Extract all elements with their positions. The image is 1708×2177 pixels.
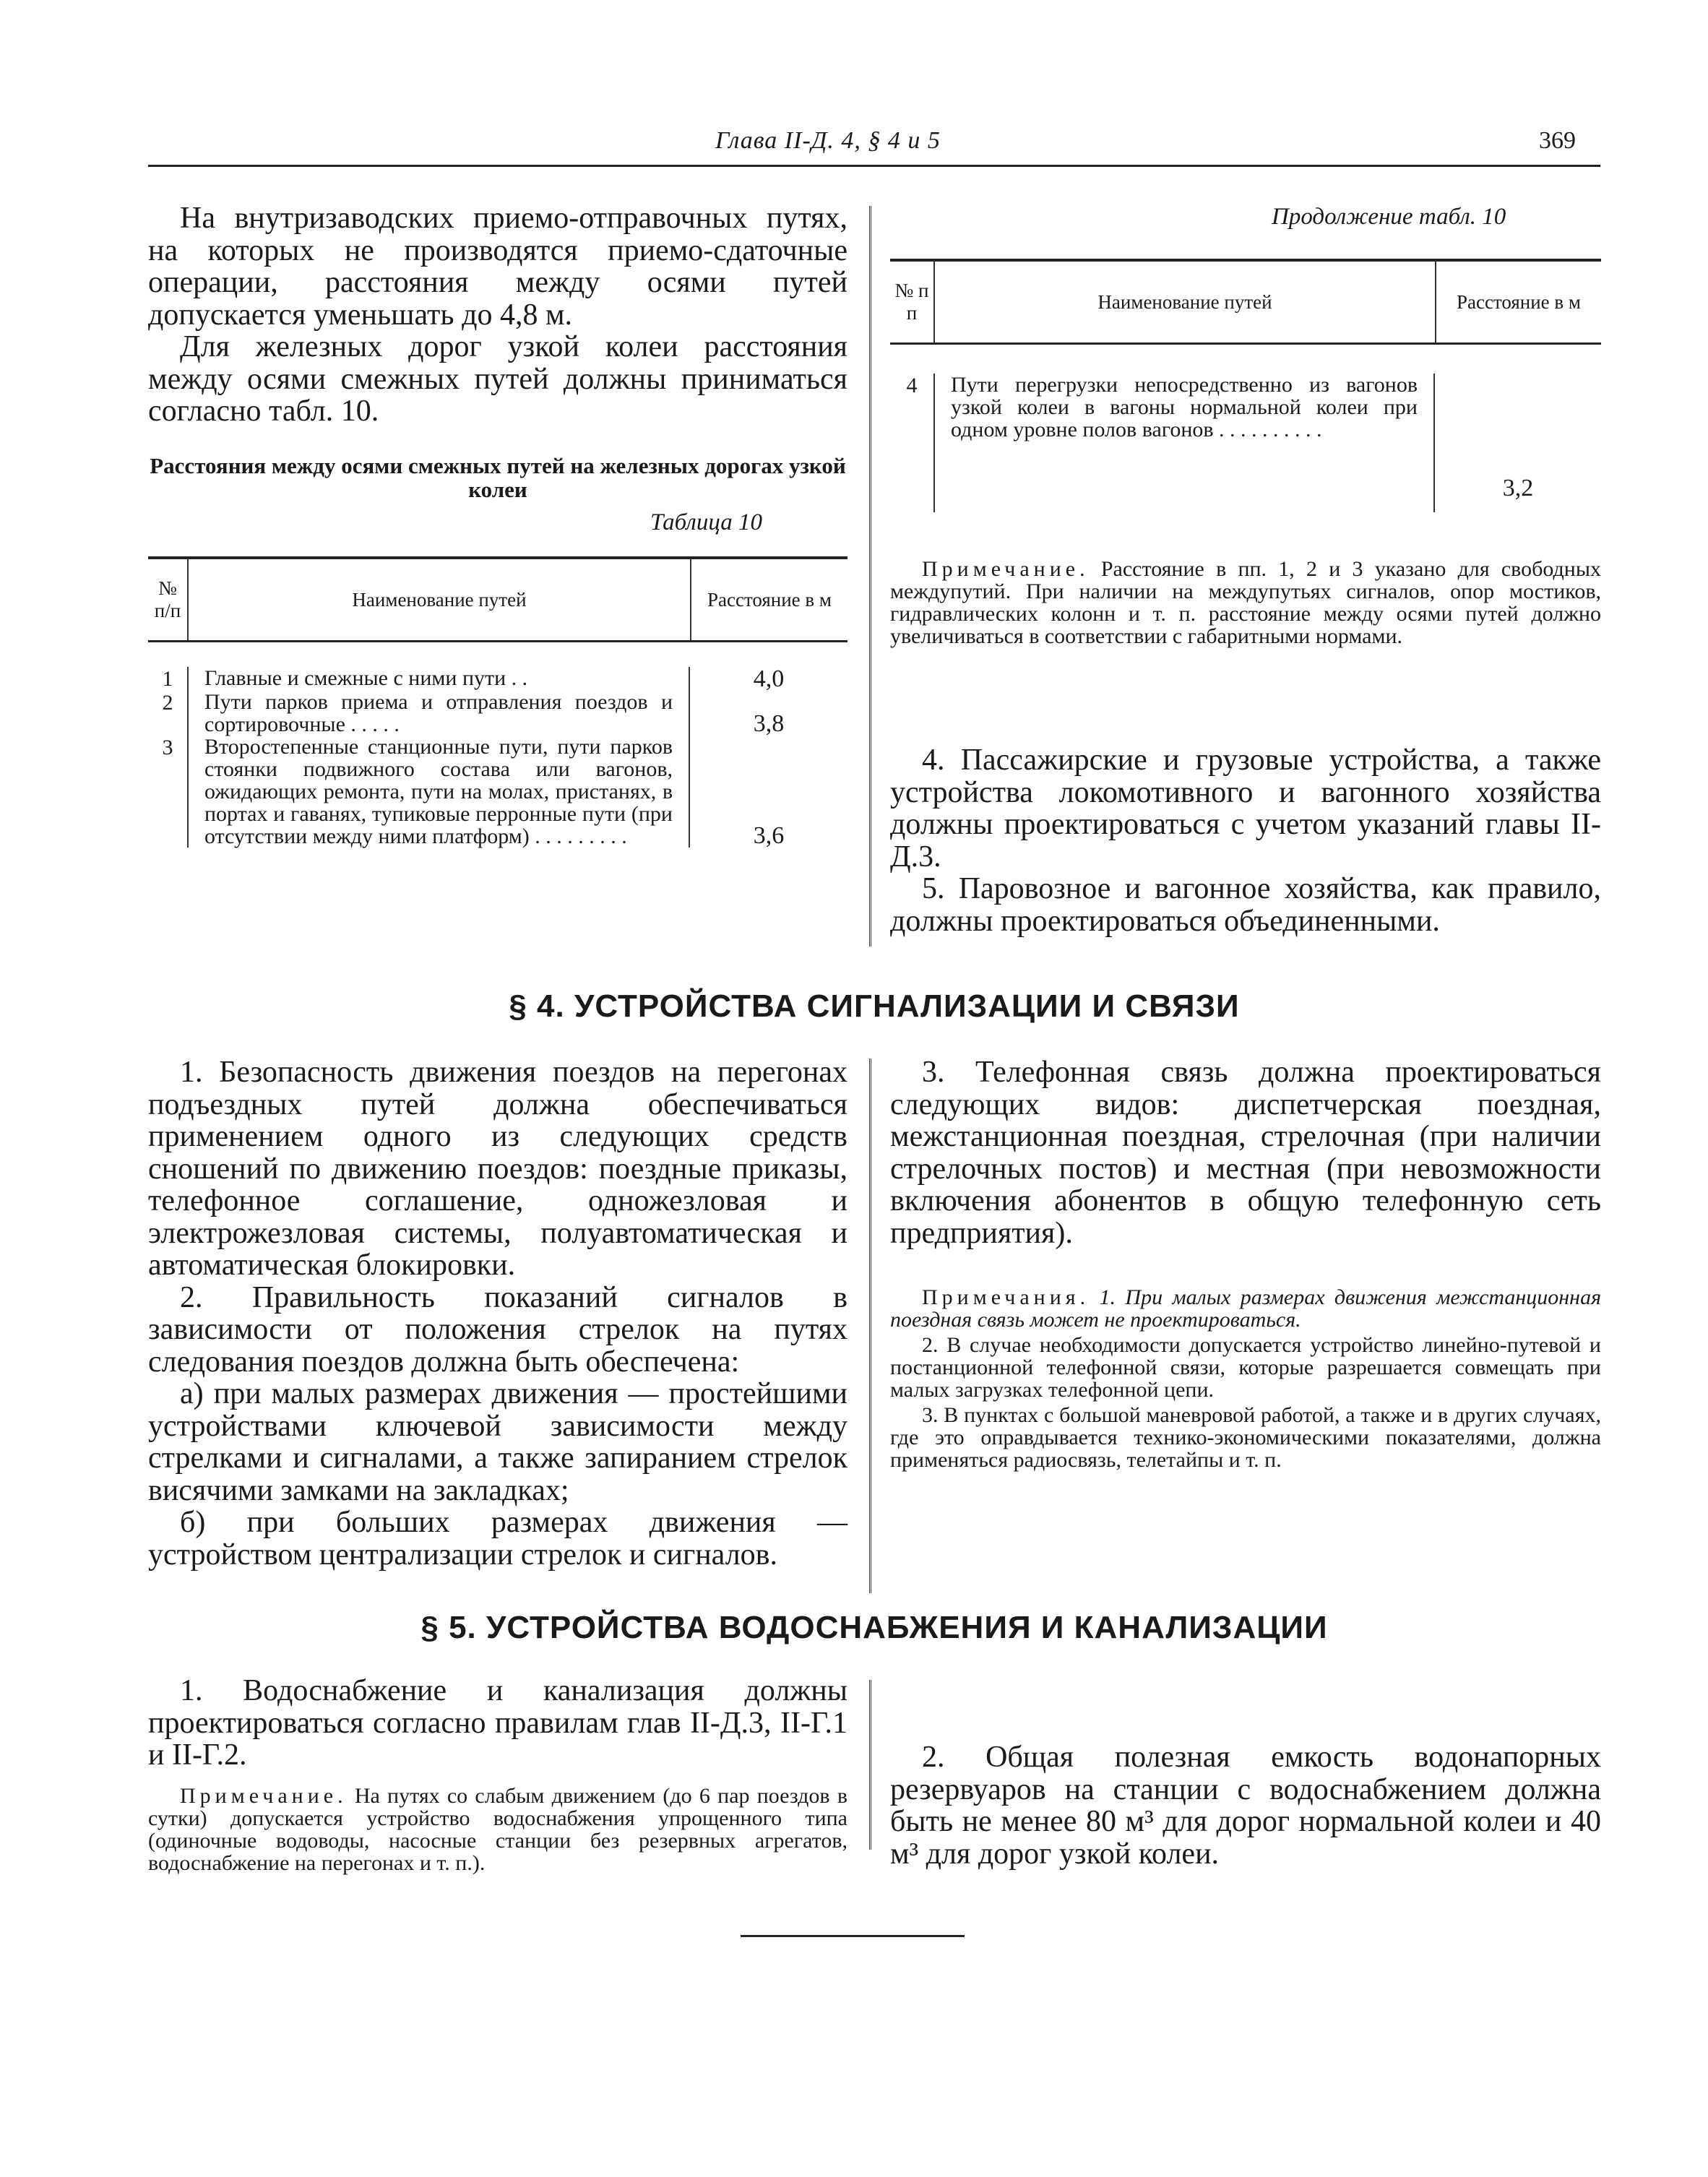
section-4-right: [890, 1056, 1601, 1249]
section-5-note: [148, 1785, 847, 1874]
paragraph: 3. Телефонная связь должна проектироваться следующих видов: диспетчерская поездная, межстанционная поездная, стрелочная (при наличии стрелочных постов) и местная (при невозможности включения абонентов в общую телефонную сеть предприятия).: [890, 1056, 1601, 1250]
end-rule: [741, 1935, 965, 1937]
paragraph: 5. Паровозное и вагонное хозяйства, как правило, должны проектироваться объединенными.: [890, 872, 1601, 938]
row-name: Главные и смежные с ними пути . .: [188, 667, 689, 691]
section-4-left: [148, 1056, 847, 1571]
paragraph: 4. Пассажирские и грузовые устройства, а также устройства локомотивного и вагонного хозяйства должны проектироваться с учетом указаний главы II-Д.3.: [890, 743, 1601, 874]
row-name: Второстепенные станционные пути, пути парков стоянки подвижного состава или вагонов, ожидающих ремонта, пути на молах, пристанях, в портах и гаванях, тупиковые перронные пути (при отсутствии между ними платформ) . . . . . . . . .: [188, 736, 689, 848]
row-name: Пути парков приема и отправления поездов и сортировочные . . . . .: [188, 691, 689, 736]
row-num: 3: [148, 736, 188, 848]
row-value: 4,0: [753, 665, 785, 692]
right-top-text: [890, 744, 1601, 937]
row-name: Пути перегрузки непосредственно из вагонов узкой колеи в вагоны нормальной колеи при одном уровне полов вагонов . . . . . . . . . .: [934, 374, 1434, 512]
note-2: 2. В случае необходимости допускается устройство линейно-путевой и постанционной телефонной связи, которые разрешается совмещать при малых загрузках телефонной цепи.: [890, 1333, 1601, 1402]
col-header-num: № п п: [890, 262, 934, 342]
table-row: [148, 736, 847, 848]
note-text: На путях со слабым движением (до 6 пар поездов в сутки) допускается устройство водоснабжения упрощенного типа (одиночные водоводы, насосные станции без резервных агрегатов, водоснабжение на перегонах и т. п.).: [148, 1784, 847, 1875]
table-note: [890, 558, 1601, 647]
column-divider-top: [869, 206, 871, 947]
table10-cont-label: Продолжение табл. 10: [1272, 204, 1506, 230]
section-5-right: [890, 1741, 1601, 1870]
paragraph: 2. Правильность показаний сигналов в зависимости от положения стрелок на путях следования поездов должна быть обеспечена:: [148, 1280, 847, 1379]
column-divider-mid: [869, 1059, 871, 1593]
running-head: Глава II-Д. 4, § 4 и 5: [715, 127, 941, 154]
row-num: 4: [890, 374, 934, 512]
table10-label: Таблица 10: [650, 509, 762, 535]
table-row: [148, 691, 847, 736]
row-value: 3,2: [1502, 475, 1534, 501]
paragraph: 1. Безопасность движения поездов на перегонах подъездных путей должна обеспечиваться применением одного из следующих средств сношений по движению поездов: поездные приказы, телефонное соглашение, одножезловая и электрожезловая системы, полуавтоматическая и автоматическая блокировки.: [148, 1056, 847, 1282]
section-4-notes: [890, 1286, 1601, 1471]
table10: [148, 556, 847, 848]
table-row: [890, 374, 1601, 512]
note-lead: Примечание.: [922, 557, 1090, 581]
table10-title: Расстояния между осями смежных путей на железных дорогах узкой колеи: [150, 453, 846, 502]
column-divider-bottom: [869, 1680, 871, 1850]
row-num: 1: [148, 667, 188, 691]
col-header-name: Наименование путей: [188, 559, 691, 640]
paragraph: а) при малых размерах движения — простейшими устройствами ключевой зависимости между стрелками и сигналами, а также запиранием стрелок висячими замками на закладках;: [148, 1377, 847, 1507]
row-num: 2: [148, 691, 188, 736]
col-header-dist: Расстояние в м: [707, 588, 832, 611]
col-header-num: № п/п: [148, 559, 188, 640]
paragraph: 2. Общая полезная емкость водонапорных резервуаров на станции с водоснабжением должна быть не менее 80 м³ для дорог нормальной колеи и 40 м³ для дорог узкой колеи.: [890, 1741, 1601, 1871]
table-row: [148, 667, 847, 691]
paragraph: Для железных дорог узкой колеи расстояния между осями смежных путей должны приниматься согласно табл. 10.: [148, 330, 847, 428]
note-text: Расстояние в пп. 1, 2 и 3 указано для свободных междупутий. При наличии на междупутьях сигналов, опор мостиков, гидравлических колонн и т. п. расстояние между осями путей должно увеличиваться в соответствии с габаритными нормами.: [890, 557, 1602, 648]
note-lead: Примечание.: [180, 1784, 348, 1808]
section-5-left: [148, 1675, 847, 1772]
col-header-name: Наименование путей: [934, 262, 1436, 342]
notes-lead: Примечания.: [922, 1285, 1090, 1309]
header-rule: [148, 165, 1600, 167]
row-value: 3,8: [753, 710, 785, 737]
col-header-dist: Расстояние в м: [1456, 290, 1582, 313]
paragraph: 1. Водоснабжение и канализация должны проектироваться согласно правилам глав II-Д.3, II-Г.1 и II-Г.2.: [148, 1674, 847, 1772]
note-3: 3. В пунктах с большой маневровой работой, а также и в других случаях, где это оправдывается технико-экономическими показателями, должна применяться радиосвязь, телетайпы и т. п.: [890, 1403, 1601, 1472]
table10-continued: [890, 259, 1601, 512]
row-value: 3,6: [753, 822, 785, 849]
paragraph: б) при больших размерах движения — устройством централизации стрелок и сигналов.: [148, 1506, 847, 1572]
section-5-title: § 5. УСТРОЙСТВА ВОДОСНАБЖЕНИЯ И КАНАЛИЗАЦИИ: [420, 1610, 1328, 1645]
left-top-text: [148, 202, 847, 428]
note-1: 1. При малых размерах движения межстанционная поездная связь может не проектироваться.: [890, 1285, 1602, 1332]
page-number: 369: [1539, 127, 1576, 154]
paragraph: На внутризаводских приемо-отправочных путях, на которых не производятся приемо-сдаточные операции, расстояния между осями путей допускается уменьшать до 4,8 м.: [148, 202, 847, 332]
section-4-title: § 4. УСТРОЙСТВА СИГНАЛИЗАЦИИ И СВЯЗИ: [509, 988, 1240, 1024]
